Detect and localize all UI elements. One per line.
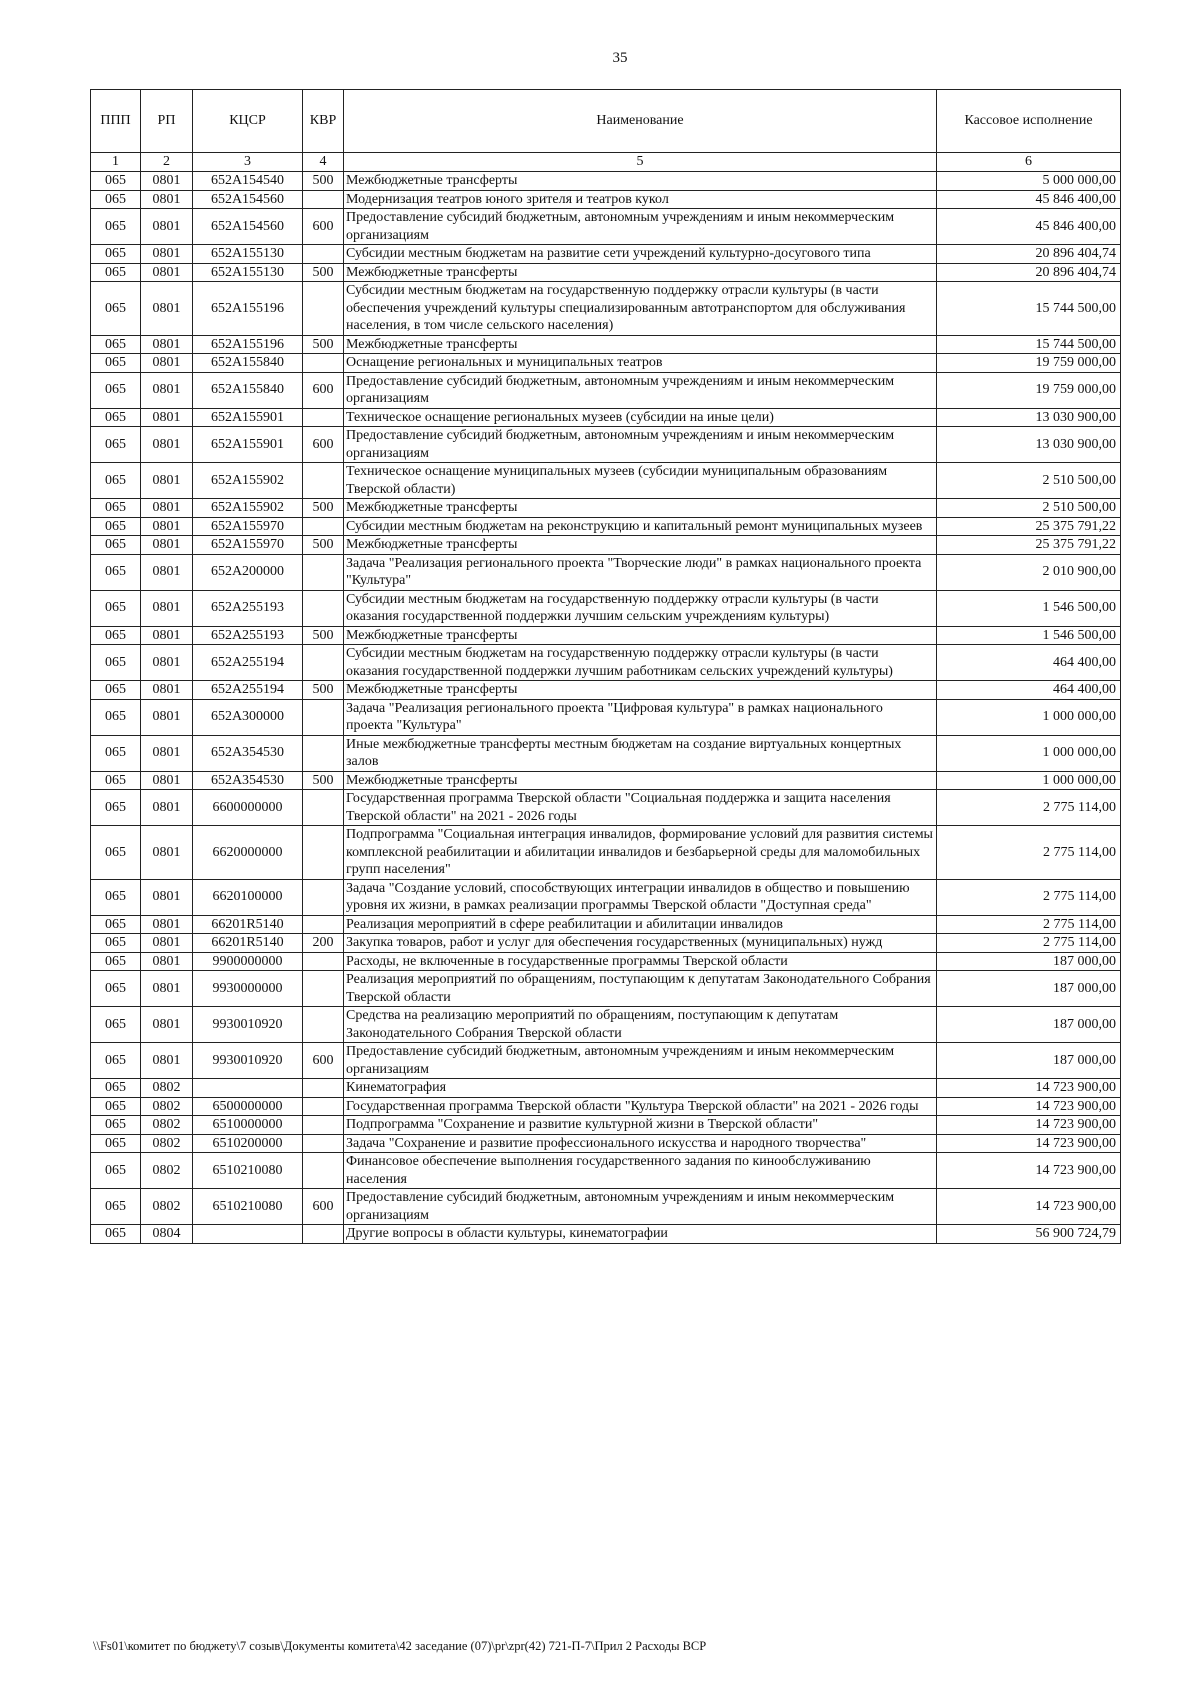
cell-ppp: 065 bbox=[91, 1189, 141, 1225]
cell-amount: 5 000 000,00 bbox=[937, 172, 1121, 191]
cell-kvr: 600 bbox=[303, 1043, 344, 1079]
cell-amount: 2 775 114,00 bbox=[937, 790, 1121, 826]
cell-kcsr: 652A300000 bbox=[193, 699, 303, 735]
cell-name: Задача "Реализация регионального проекта "Творческие люди" в рамках национального проекта "Культура" bbox=[344, 554, 937, 590]
cell-amount: 19 759 000,00 bbox=[937, 354, 1121, 373]
header-kvr: КВР bbox=[303, 90, 344, 153]
cell-kvr: 500 bbox=[303, 681, 344, 700]
column-number: 2 bbox=[141, 153, 193, 172]
cell-name: Техническое оснащение муниципальных музеев (субсидии муниципальным образованиям Тверской области) bbox=[344, 463, 937, 499]
cell-ppp: 065 bbox=[91, 735, 141, 771]
cell-kcsr: 6510210080 bbox=[193, 1153, 303, 1189]
cell-kvr bbox=[303, 1007, 344, 1043]
table-row bbox=[91, 517, 1121, 536]
column-number: 5 bbox=[344, 153, 937, 172]
cell-rp: 0801 bbox=[141, 282, 193, 336]
cell-rp: 0801 bbox=[141, 971, 193, 1007]
cell-ppp: 065 bbox=[91, 263, 141, 282]
cell-rp: 0801 bbox=[141, 536, 193, 555]
cell-kvr bbox=[303, 463, 344, 499]
cell-kvr bbox=[303, 971, 344, 1007]
cell-kcsr: 652A354530 bbox=[193, 771, 303, 790]
cell-kcsr: 652A155130 bbox=[193, 263, 303, 282]
cell-amount: 2 510 500,00 bbox=[937, 463, 1121, 499]
cell-kcsr: 652A155901 bbox=[193, 427, 303, 463]
table-row bbox=[91, 681, 1121, 700]
cell-ppp: 065 bbox=[91, 408, 141, 427]
cell-amount: 2 775 114,00 bbox=[937, 934, 1121, 953]
table-row bbox=[91, 1116, 1121, 1135]
cell-amount: 187 000,00 bbox=[937, 1007, 1121, 1043]
cell-name: Субсидии местным бюджетам на реконструкцию и капитальный ремонт муниципальных музеев bbox=[344, 517, 937, 536]
cell-rp: 0802 bbox=[141, 1116, 193, 1135]
cell-amount: 13 030 900,00 bbox=[937, 408, 1121, 427]
cell-rp: 0801 bbox=[141, 463, 193, 499]
cell-name: Субсидии местным бюджетам на государственную поддержку отрасли культуры (в части оказания государственной поддержки лучшим сельским учреждениям культуры) bbox=[344, 590, 937, 626]
cell-kvr bbox=[303, 1225, 344, 1244]
cell-ppp: 065 bbox=[91, 590, 141, 626]
table-row bbox=[91, 626, 1121, 645]
cell-amount: 1 000 000,00 bbox=[937, 699, 1121, 735]
table-row bbox=[91, 372, 1121, 408]
cell-name: Предоставление субсидий бюджетным, автономным учреждениям и иным некоммерческим организациям bbox=[344, 427, 937, 463]
cell-rp: 0801 bbox=[141, 372, 193, 408]
file-path-footer: \\Fs01\комитет по бюджету\7 созыв\Документы комитета\42 заседание (07)\pr\zpr(42) 721-П-7\Прил 2 Расходы ВСР bbox=[93, 1639, 707, 1653]
cell-ppp: 065 bbox=[91, 282, 141, 336]
cell-kcsr: 9930010920 bbox=[193, 1007, 303, 1043]
table-row bbox=[91, 1225, 1121, 1244]
cell-kvr: 600 bbox=[303, 372, 344, 408]
cell-kvr bbox=[303, 699, 344, 735]
table-row bbox=[91, 1007, 1121, 1043]
cell-ppp: 065 bbox=[91, 1116, 141, 1135]
cell-kvr: 500 bbox=[303, 536, 344, 555]
cell-kvr: 600 bbox=[303, 209, 344, 245]
cell-rp: 0801 bbox=[141, 879, 193, 915]
cell-ppp: 065 bbox=[91, 335, 141, 354]
header-ppp: ППП bbox=[91, 90, 141, 153]
cell-rp: 0801 bbox=[141, 427, 193, 463]
cell-ppp: 065 bbox=[91, 372, 141, 408]
cell-kvr bbox=[303, 590, 344, 626]
cell-amount: 14 723 900,00 bbox=[937, 1097, 1121, 1116]
cell-kvr bbox=[303, 1116, 344, 1135]
cell-amount: 13 030 900,00 bbox=[937, 427, 1121, 463]
cell-amount: 14 723 900,00 bbox=[937, 1116, 1121, 1135]
cell-kcsr: 652A155840 bbox=[193, 354, 303, 373]
table-row bbox=[91, 879, 1121, 915]
table-row bbox=[91, 1097, 1121, 1116]
cell-name: Субсидии местным бюджетам на государственную поддержку отрасли культуры (в части обеспечения учреждений культуры специализированным автотранспортом для обслуживания населения, в том числе сельского населения) bbox=[344, 282, 937, 336]
cell-rp: 0804 bbox=[141, 1225, 193, 1244]
cell-name: Иные межбюджетные трансферты местным бюджетам на создание виртуальных концертных залов bbox=[344, 735, 937, 771]
cell-name: Межбюджетные трансферты bbox=[344, 335, 937, 354]
cell-ppp: 065 bbox=[91, 190, 141, 209]
cell-rp: 0801 bbox=[141, 408, 193, 427]
cell-name: Кинематография bbox=[344, 1079, 937, 1098]
table-row bbox=[91, 826, 1121, 880]
cell-name: Задача "Сохранение и развитие профессионального искусства и народного творчества" bbox=[344, 1134, 937, 1153]
cell-rp: 0801 bbox=[141, 590, 193, 626]
table-row bbox=[91, 699, 1121, 735]
cell-name: Задача "Создание условий, способствующих интеграции инвалидов в общество и повышению уровня их жизни, в рамках реализации программы Тверской области "Доступная среда" bbox=[344, 879, 937, 915]
cell-kvr bbox=[303, 245, 344, 264]
cell-kcsr: 6500000000 bbox=[193, 1097, 303, 1116]
cell-rp: 0801 bbox=[141, 699, 193, 735]
cell-ppp: 065 bbox=[91, 245, 141, 264]
cell-amount: 45 846 400,00 bbox=[937, 209, 1121, 245]
cell-name: Государственная программа Тверской области "Социальная поддержка и защита населения Тверской области" на 2021 - 2026 годы bbox=[344, 790, 937, 826]
cell-amount: 45 846 400,00 bbox=[937, 190, 1121, 209]
cell-ppp: 065 bbox=[91, 879, 141, 915]
cell-kcsr: 6510000000 bbox=[193, 1116, 303, 1135]
column-number-row bbox=[91, 153, 1121, 172]
table-row bbox=[91, 645, 1121, 681]
cell-kcsr: 652A255193 bbox=[193, 626, 303, 645]
cell-ppp: 065 bbox=[91, 427, 141, 463]
cell-kvr: 500 bbox=[303, 335, 344, 354]
table-row bbox=[91, 1079, 1121, 1098]
cell-kcsr: 652A155970 bbox=[193, 517, 303, 536]
cell-name: Межбюджетные трансферты bbox=[344, 626, 937, 645]
cell-ppp: 065 bbox=[91, 209, 141, 245]
cell-rp: 0801 bbox=[141, 915, 193, 934]
budget-table bbox=[90, 89, 1121, 1244]
cell-kcsr: 6620000000 bbox=[193, 826, 303, 880]
table-row bbox=[91, 735, 1121, 771]
table-row bbox=[91, 1153, 1121, 1189]
cell-ppp: 065 bbox=[91, 681, 141, 700]
cell-kcsr: 66201R5140 bbox=[193, 915, 303, 934]
cell-amount: 19 759 000,00 bbox=[937, 372, 1121, 408]
cell-rp: 0801 bbox=[141, 826, 193, 880]
cell-name: Реализация мероприятий по обращениям, поступающим к депутатам Законодательного Собрания Тверской области bbox=[344, 971, 937, 1007]
cell-kvr bbox=[303, 1079, 344, 1098]
cell-rp: 0801 bbox=[141, 790, 193, 826]
cell-ppp: 065 bbox=[91, 517, 141, 536]
cell-ppp: 065 bbox=[91, 463, 141, 499]
cell-amount: 2 775 114,00 bbox=[937, 826, 1121, 880]
cell-name: Субсидии местным бюджетам на государственную поддержку отрасли культуры (в части оказания государственной поддержки лучшим работникам сельских учреждений культуры) bbox=[344, 645, 937, 681]
cell-name: Закупка товаров, работ и услуг для обеспечения государственных (муниципальных) нужд bbox=[344, 934, 937, 953]
cell-amount: 187 000,00 bbox=[937, 952, 1121, 971]
cell-kcsr: 652A255193 bbox=[193, 590, 303, 626]
cell-ppp: 065 bbox=[91, 915, 141, 934]
table-row bbox=[91, 427, 1121, 463]
cell-ppp: 065 bbox=[91, 172, 141, 191]
cell-ppp: 065 bbox=[91, 1097, 141, 1116]
cell-kcsr: 652A154560 bbox=[193, 190, 303, 209]
cell-name: Модернизация театров юного зрителя и театров кукол bbox=[344, 190, 937, 209]
cell-kcsr: 652A155901 bbox=[193, 408, 303, 427]
cell-amount: 187 000,00 bbox=[937, 1043, 1121, 1079]
table-row bbox=[91, 915, 1121, 934]
cell-amount: 2 510 500,00 bbox=[937, 499, 1121, 518]
table-row bbox=[91, 790, 1121, 826]
cell-kvr bbox=[303, 554, 344, 590]
cell-amount: 464 400,00 bbox=[937, 645, 1121, 681]
cell-name: Задача "Реализация регионального проекта "Цифровая культура" в рамках национального проекта "Культура" bbox=[344, 699, 937, 735]
cell-ppp: 065 bbox=[91, 536, 141, 555]
cell-kcsr bbox=[193, 1079, 303, 1098]
cell-rp: 0801 bbox=[141, 934, 193, 953]
cell-amount: 14 723 900,00 bbox=[937, 1079, 1121, 1098]
cell-name: Предоставление субсидий бюджетным, автономным учреждениям и иным некоммерческим организациям bbox=[344, 209, 937, 245]
header-kcsr: КЦСР bbox=[193, 90, 303, 153]
table-row bbox=[91, 1189, 1121, 1225]
cell-rp: 0801 bbox=[141, 771, 193, 790]
cell-amount: 14 723 900,00 bbox=[937, 1153, 1121, 1189]
cell-kvr bbox=[303, 408, 344, 427]
cell-name: Межбюджетные трансферты bbox=[344, 172, 937, 191]
table-row bbox=[91, 971, 1121, 1007]
table-row bbox=[91, 408, 1121, 427]
table-row bbox=[91, 190, 1121, 209]
cell-rp: 0801 bbox=[141, 952, 193, 971]
cell-kvr: 600 bbox=[303, 427, 344, 463]
cell-kcsr bbox=[193, 1225, 303, 1244]
cell-ppp: 065 bbox=[91, 645, 141, 681]
cell-name: Межбюджетные трансферты bbox=[344, 499, 937, 518]
cell-kcsr: 6620100000 bbox=[193, 879, 303, 915]
cell-kvr bbox=[303, 915, 344, 934]
cell-kvr bbox=[303, 826, 344, 880]
cell-amount: 14 723 900,00 bbox=[937, 1189, 1121, 1225]
table-row bbox=[91, 499, 1121, 518]
cell-name: Финансовое обеспечение выполнения государственного задания по кинообслуживанию населения bbox=[344, 1153, 937, 1189]
cell-rp: 0801 bbox=[141, 190, 193, 209]
table-row bbox=[91, 1134, 1121, 1153]
cell-rp: 0801 bbox=[141, 172, 193, 191]
table-row bbox=[91, 554, 1121, 590]
cell-name: Подпрограмма "Социальная интеграция инвалидов, формирование условий для развития системы комплексной реабилитации и абилитации инвалидов и безбарьерной среды для маломобильных групп населения" bbox=[344, 826, 937, 880]
cell-name: Предоставление субсидий бюджетным, автономным учреждениям и иным некоммерческим организациям bbox=[344, 1189, 937, 1225]
cell-amount: 14 723 900,00 bbox=[937, 1134, 1121, 1153]
header-amount: Кассовое исполнение bbox=[937, 90, 1121, 153]
cell-name: Предоставление субсидий бюджетным, автономным учреждениям и иным некоммерческим организациям bbox=[344, 1043, 937, 1079]
cell-name: Межбюджетные трансферты bbox=[344, 536, 937, 555]
cell-rp: 0802 bbox=[141, 1189, 193, 1225]
table-row bbox=[91, 952, 1121, 971]
cell-kcsr: 652A155130 bbox=[193, 245, 303, 264]
table-row bbox=[91, 335, 1121, 354]
cell-rp: 0801 bbox=[141, 645, 193, 681]
header-name: Наименование bbox=[344, 90, 937, 153]
cell-amount: 187 000,00 bbox=[937, 971, 1121, 1007]
cell-name: Межбюджетные трансферты bbox=[344, 263, 937, 282]
cell-amount: 20 896 404,74 bbox=[937, 263, 1121, 282]
table-row bbox=[91, 590, 1121, 626]
cell-kcsr: 652A155970 bbox=[193, 536, 303, 555]
cell-amount: 25 375 791,22 bbox=[937, 517, 1121, 536]
cell-amount: 15 744 500,00 bbox=[937, 335, 1121, 354]
cell-rp: 0801 bbox=[141, 554, 193, 590]
cell-rp: 0801 bbox=[141, 517, 193, 536]
cell-name: Межбюджетные трансферты bbox=[344, 681, 937, 700]
cell-kcsr: 652A155196 bbox=[193, 282, 303, 336]
cell-ppp: 065 bbox=[91, 1043, 141, 1079]
cell-name: Подпрограмма "Сохранение и развитие культурной жизни в Тверской области" bbox=[344, 1116, 937, 1135]
cell-kcsr: 9930000000 bbox=[193, 971, 303, 1007]
cell-kvr: 600 bbox=[303, 1189, 344, 1225]
cell-kcsr: 66201R5140 bbox=[193, 934, 303, 953]
table-row bbox=[91, 354, 1121, 373]
cell-name: Оснащение региональных и муниципальных театров bbox=[344, 354, 937, 373]
cell-amount: 1 000 000,00 bbox=[937, 735, 1121, 771]
cell-kvr bbox=[303, 517, 344, 536]
cell-kvr: 200 bbox=[303, 934, 344, 953]
cell-amount: 1 000 000,00 bbox=[937, 771, 1121, 790]
cell-ppp: 065 bbox=[91, 626, 141, 645]
cell-ppp: 065 bbox=[91, 790, 141, 826]
column-number: 6 bbox=[937, 153, 1121, 172]
cell-kcsr: 9930010920 bbox=[193, 1043, 303, 1079]
cell-name: Предоставление субсидий бюджетным, автономным учреждениям и иным некоммерческим организациям bbox=[344, 372, 937, 408]
cell-kcsr: 652A354530 bbox=[193, 735, 303, 771]
cell-rp: 0801 bbox=[141, 263, 193, 282]
cell-rp: 0801 bbox=[141, 681, 193, 700]
cell-kcsr: 652A155196 bbox=[193, 335, 303, 354]
cell-amount: 1 546 500,00 bbox=[937, 626, 1121, 645]
cell-ppp: 065 bbox=[91, 934, 141, 953]
cell-ppp: 065 bbox=[91, 1134, 141, 1153]
cell-ppp: 065 bbox=[91, 826, 141, 880]
cell-kvr: 500 bbox=[303, 172, 344, 191]
cell-ppp: 065 bbox=[91, 971, 141, 1007]
header-rp: РП bbox=[141, 90, 193, 153]
cell-rp: 0801 bbox=[141, 626, 193, 645]
cell-name: Реализация мероприятий в сфере реабилитации и абилитации инвалидов bbox=[344, 915, 937, 934]
cell-rp: 0801 bbox=[141, 1043, 193, 1079]
cell-kvr bbox=[303, 645, 344, 681]
cell-kcsr: 6510210080 bbox=[193, 1189, 303, 1225]
page-number: 35 bbox=[612, 50, 628, 66]
header-row bbox=[91, 90, 1121, 153]
cell-ppp: 065 bbox=[91, 554, 141, 590]
table-row bbox=[91, 282, 1121, 336]
column-number: 1 bbox=[91, 153, 141, 172]
table-row bbox=[91, 1043, 1121, 1079]
cell-amount: 1 546 500,00 bbox=[937, 590, 1121, 626]
cell-name: Техническое оснащение региональных музеев (субсидии на иные цели) bbox=[344, 408, 937, 427]
cell-amount: 25 375 791,22 bbox=[937, 536, 1121, 555]
column-number: 3 bbox=[193, 153, 303, 172]
cell-name: Государственная программа Тверской области "Культура Тверской области" на 2021 - 2026 годы bbox=[344, 1097, 937, 1116]
cell-amount: 56 900 724,79 bbox=[937, 1225, 1121, 1244]
cell-kvr bbox=[303, 190, 344, 209]
cell-kvr bbox=[303, 354, 344, 373]
cell-kvr: 500 bbox=[303, 771, 344, 790]
cell-kvr bbox=[303, 1097, 344, 1116]
cell-kcsr: 652A154540 bbox=[193, 172, 303, 191]
cell-ppp: 065 bbox=[91, 354, 141, 373]
cell-amount: 2 010 900,00 bbox=[937, 554, 1121, 590]
cell-ppp: 065 bbox=[91, 771, 141, 790]
cell-rp: 0801 bbox=[141, 335, 193, 354]
cell-kcsr: 652A155902 bbox=[193, 463, 303, 499]
table-row bbox=[91, 463, 1121, 499]
cell-amount: 15 744 500,00 bbox=[937, 282, 1121, 336]
cell-rp: 0802 bbox=[141, 1079, 193, 1098]
cell-kcsr: 652A155840 bbox=[193, 372, 303, 408]
cell-name: Субсидии местным бюджетам на развитие сети учреждений культурно-досугового типа bbox=[344, 245, 937, 264]
cell-kcsr: 652A155902 bbox=[193, 499, 303, 518]
table-row bbox=[91, 934, 1121, 953]
cell-rp: 0801 bbox=[141, 499, 193, 518]
cell-kvr bbox=[303, 282, 344, 336]
cell-kcsr: 652A154560 bbox=[193, 209, 303, 245]
cell-rp: 0802 bbox=[141, 1153, 193, 1189]
cell-kvr bbox=[303, 879, 344, 915]
cell-amount: 464 400,00 bbox=[937, 681, 1121, 700]
cell-ppp: 065 bbox=[91, 1225, 141, 1244]
table-row bbox=[91, 172, 1121, 191]
cell-name: Межбюджетные трансферты bbox=[344, 771, 937, 790]
cell-kcsr: 652A200000 bbox=[193, 554, 303, 590]
cell-ppp: 065 bbox=[91, 499, 141, 518]
cell-rp: 0801 bbox=[141, 209, 193, 245]
column-number: 4 bbox=[303, 153, 344, 172]
cell-name: Расходы, не включенные в государственные программы Тверской области bbox=[344, 952, 937, 971]
cell-kvr bbox=[303, 952, 344, 971]
cell-amount: 20 896 404,74 bbox=[937, 245, 1121, 264]
cell-rp: 0802 bbox=[141, 1097, 193, 1116]
table-row bbox=[91, 536, 1121, 555]
cell-ppp: 065 bbox=[91, 699, 141, 735]
cell-rp: 0802 bbox=[141, 1134, 193, 1153]
cell-name: Средства на реализацию мероприятий по обращениям, поступающим к депутатам Законодательного Собрания Тверской области bbox=[344, 1007, 937, 1043]
cell-rp: 0801 bbox=[141, 354, 193, 373]
cell-amount: 2 775 114,00 bbox=[937, 879, 1121, 915]
cell-kvr bbox=[303, 735, 344, 771]
cell-rp: 0801 bbox=[141, 245, 193, 264]
table-row bbox=[91, 209, 1121, 245]
cell-amount: 2 775 114,00 bbox=[937, 915, 1121, 934]
cell-name: Другие вопросы в области культуры, кинематографии bbox=[344, 1225, 937, 1244]
cell-ppp: 065 bbox=[91, 952, 141, 971]
cell-kvr bbox=[303, 790, 344, 826]
cell-kvr: 500 bbox=[303, 626, 344, 645]
cell-rp: 0801 bbox=[141, 735, 193, 771]
cell-kvr bbox=[303, 1153, 344, 1189]
cell-kvr bbox=[303, 1134, 344, 1153]
cell-kcsr: 6600000000 bbox=[193, 790, 303, 826]
cell-kvr: 500 bbox=[303, 263, 344, 282]
cell-kcsr: 652A255194 bbox=[193, 645, 303, 681]
cell-rp: 0801 bbox=[141, 1007, 193, 1043]
table-body bbox=[91, 172, 1121, 1244]
table-row bbox=[91, 245, 1121, 264]
table-row bbox=[91, 263, 1121, 282]
cell-kcsr: 652A255194 bbox=[193, 681, 303, 700]
cell-kcsr: 6510200000 bbox=[193, 1134, 303, 1153]
cell-ppp: 065 bbox=[91, 1153, 141, 1189]
cell-kvr: 500 bbox=[303, 499, 344, 518]
cell-ppp: 065 bbox=[91, 1007, 141, 1043]
cell-kcsr: 9900000000 bbox=[193, 952, 303, 971]
cell-ppp: 065 bbox=[91, 1079, 141, 1098]
table-row bbox=[91, 771, 1121, 790]
